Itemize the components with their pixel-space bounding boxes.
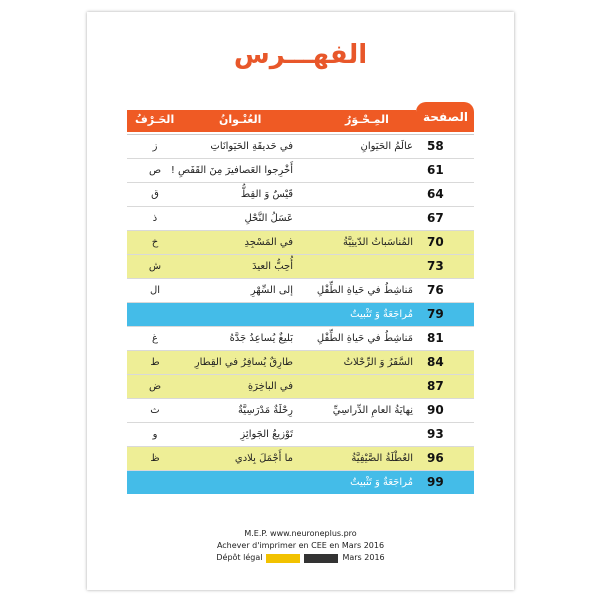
row-title: رِحْلَةٌ مَدْرَسِيَّةٌ	[237, 405, 293, 416]
row-letter: ض	[148, 381, 162, 392]
review-row	[127, 471, 474, 494]
row-title: عَسَلُ النَّحْلِ	[244, 213, 293, 224]
row-title: قَيْسٌ وَ القِطُّ	[240, 189, 293, 200]
publisher-logo-1	[266, 554, 300, 563]
row-theme: السَّفَرُ وَ الرِّحْلاتُ	[343, 357, 413, 368]
page-title: الفهـــرس	[233, 40, 368, 70]
row-letter: ظ	[150, 453, 160, 464]
header-theme: المِـحْـوَرُ	[345, 113, 389, 126]
row-page: 90	[427, 403, 444, 417]
row-title: في حَديقَةِ الحَيَوانَاتِ	[210, 141, 293, 152]
row-page: 87	[427, 379, 444, 393]
row-page: 73	[427, 259, 444, 273]
index-rows	[127, 134, 474, 494]
row-title: تَوْزيعُ الجَوائِزِ	[240, 429, 293, 440]
imprint-legal	[87, 552, 514, 564]
row-title: أَخْرِجوا العَصافيرَ مِنَ القَفَصِ !	[170, 165, 293, 176]
header-page: الصفحة	[423, 110, 469, 124]
table-row	[127, 399, 474, 423]
publisher-logo-2	[304, 554, 338, 563]
row-letter: ق	[151, 189, 159, 200]
row-page: 81	[427, 331, 444, 345]
row-theme: عالَمُ الحَيَوانِ	[360, 141, 413, 152]
table-row	[127, 375, 474, 399]
row-theme: العُطْلَةُ الصَّيْفِيَّةُ	[351, 453, 413, 464]
table-row	[127, 159, 474, 183]
row-theme: نِهايَةُ العامِ الدِّراسِيِّ	[332, 405, 413, 416]
legal-prefix: Dépôt légal	[216, 553, 263, 562]
row-letter: ش	[148, 261, 162, 272]
row-letter: ال	[149, 285, 161, 296]
row-page: 76	[427, 283, 444, 297]
row-page: 96	[427, 451, 444, 465]
row-page: 61	[427, 163, 444, 177]
header-title: العُنْـوانُ	[219, 113, 262, 126]
row-page: 70	[427, 235, 444, 249]
table-row	[127, 183, 474, 207]
table-row	[127, 231, 474, 255]
row-title: في المَسْجِدِ	[244, 237, 293, 248]
row-letter: و	[152, 429, 158, 440]
header-letter: الحَـرْفُ	[135, 113, 175, 126]
table-row	[127, 423, 474, 447]
row-page: 79	[427, 307, 444, 321]
imprint	[87, 528, 514, 564]
table-row	[127, 207, 474, 231]
table-row	[127, 135, 474, 159]
row-page: 99	[427, 475, 444, 489]
row-theme: المُناسَباتُ الدّينِيَّةُ	[343, 237, 413, 248]
row-letter: ذ	[152, 213, 158, 224]
table-row	[127, 447, 474, 471]
table-row	[127, 351, 474, 375]
imprint-line-2: Achever d'imprimer en CEE en Mars 2016	[216, 541, 385, 550]
row-title: أُحِبُّ العيدَ	[252, 261, 293, 272]
row-review: مُراجَعَةٌ وَ تَثْبيتٌ	[350, 477, 413, 488]
row-page: 67	[427, 211, 444, 225]
table-row	[127, 255, 474, 279]
row-letter: ط	[150, 357, 160, 368]
row-page: 84	[427, 355, 444, 369]
row-title: ما أَجْمَلَ بِلادي	[234, 453, 293, 464]
row-page: 58	[427, 139, 444, 153]
row-theme: مَناشِطُ في حَياةِ الطِّفْلِ	[316, 333, 413, 344]
legal-suffix: Mars 2016	[342, 553, 385, 562]
row-page: 64	[427, 187, 444, 201]
table-row	[127, 327, 474, 351]
row-title: إلى السِّهْرِ	[250, 285, 293, 296]
row-page: 93	[427, 427, 444, 441]
row-letter: خ	[151, 237, 159, 248]
index-table	[127, 102, 474, 494]
table-header	[127, 102, 474, 134]
imprint-line-1: M.E.P. www.neuroneplus.pro	[244, 529, 357, 538]
row-letter: ز	[152, 141, 158, 152]
row-title: في الباخِرَةِ	[247, 381, 293, 392]
row-letter: غ	[152, 333, 158, 344]
row-title: طارِقٌ يُسافِرُ في القِطارِ	[194, 357, 293, 368]
row-letter: ث	[150, 405, 160, 416]
review-row	[127, 303, 474, 327]
row-letter: ص	[148, 165, 162, 176]
table-row	[127, 279, 474, 303]
row-theme: مَناشِطُ في حَياةِ الطِّفْلِ	[316, 285, 413, 296]
row-review: مُراجَعَةٌ وَ تَثْبيتٌ	[350, 309, 413, 320]
index-page	[87, 12, 514, 590]
row-title: بَليغٌ يُساعِدُ جَدَّهُ	[229, 333, 293, 344]
